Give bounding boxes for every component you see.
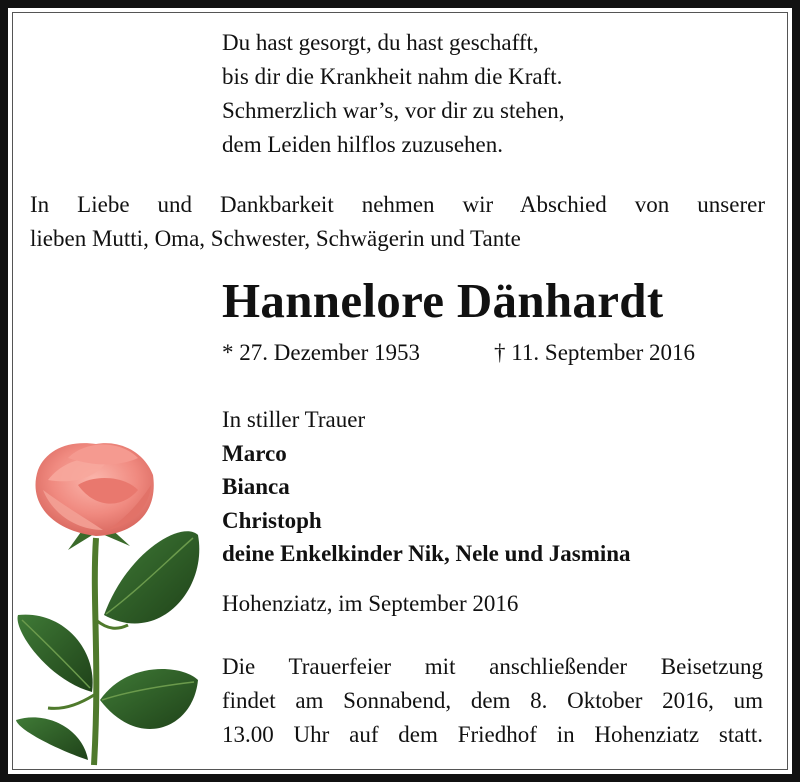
poem-line: Schmerzlich war’s, vor dir zu stehen,	[222, 98, 565, 123]
mourner-name: Marco	[222, 440, 287, 466]
farewell-intro	[30, 188, 765, 256]
funeral-line: findet am Sonnabend, dem 8. Oktober 2016, um	[222, 688, 763, 713]
funeral-line: 13.00 Uhr auf dem Friedhof in Hohenziatz statt.	[222, 722, 763, 747]
intro-line: In Liebe und Dankbarkeit nehmen wir Abschied von unserer	[30, 192, 765, 217]
poem-line: dem Leiden hilflos zuzusehen.	[222, 132, 504, 157]
funeral-notice	[222, 650, 763, 752]
memorial-poem	[222, 26, 565, 162]
poem-line: Du hast gesorgt, du hast geschafft,	[222, 30, 539, 55]
birth-date: * 27. Dezember 1953	[222, 340, 420, 365]
funeral-line: Die Trauerfeier mit anschließender Beisetzung	[222, 654, 763, 679]
intro-line: lieben Mutti, Oma, Schwester, Schwägerin und Tante	[30, 226, 521, 251]
death-date: † 11. September 2016	[494, 340, 696, 365]
rose-icon	[8, 430, 223, 770]
mourner-name: Christoph	[222, 507, 322, 533]
life-dates	[222, 340, 696, 366]
mourners-list	[222, 403, 631, 571]
mourner-name: Bianca	[222, 474, 290, 499]
mourner-name: deine Enkelkinder Nik, Nele und Jasmina	[222, 541, 631, 566]
mourning-heading: In stiller Trauer	[222, 407, 366, 432]
poem-line: bis dir die Krankheit nahm die Kraft.	[222, 64, 563, 89]
deceased-name: Hannelore Dänhardt	[222, 273, 664, 328]
place-date: Hohenziatz, im September 2016	[222, 591, 519, 616]
